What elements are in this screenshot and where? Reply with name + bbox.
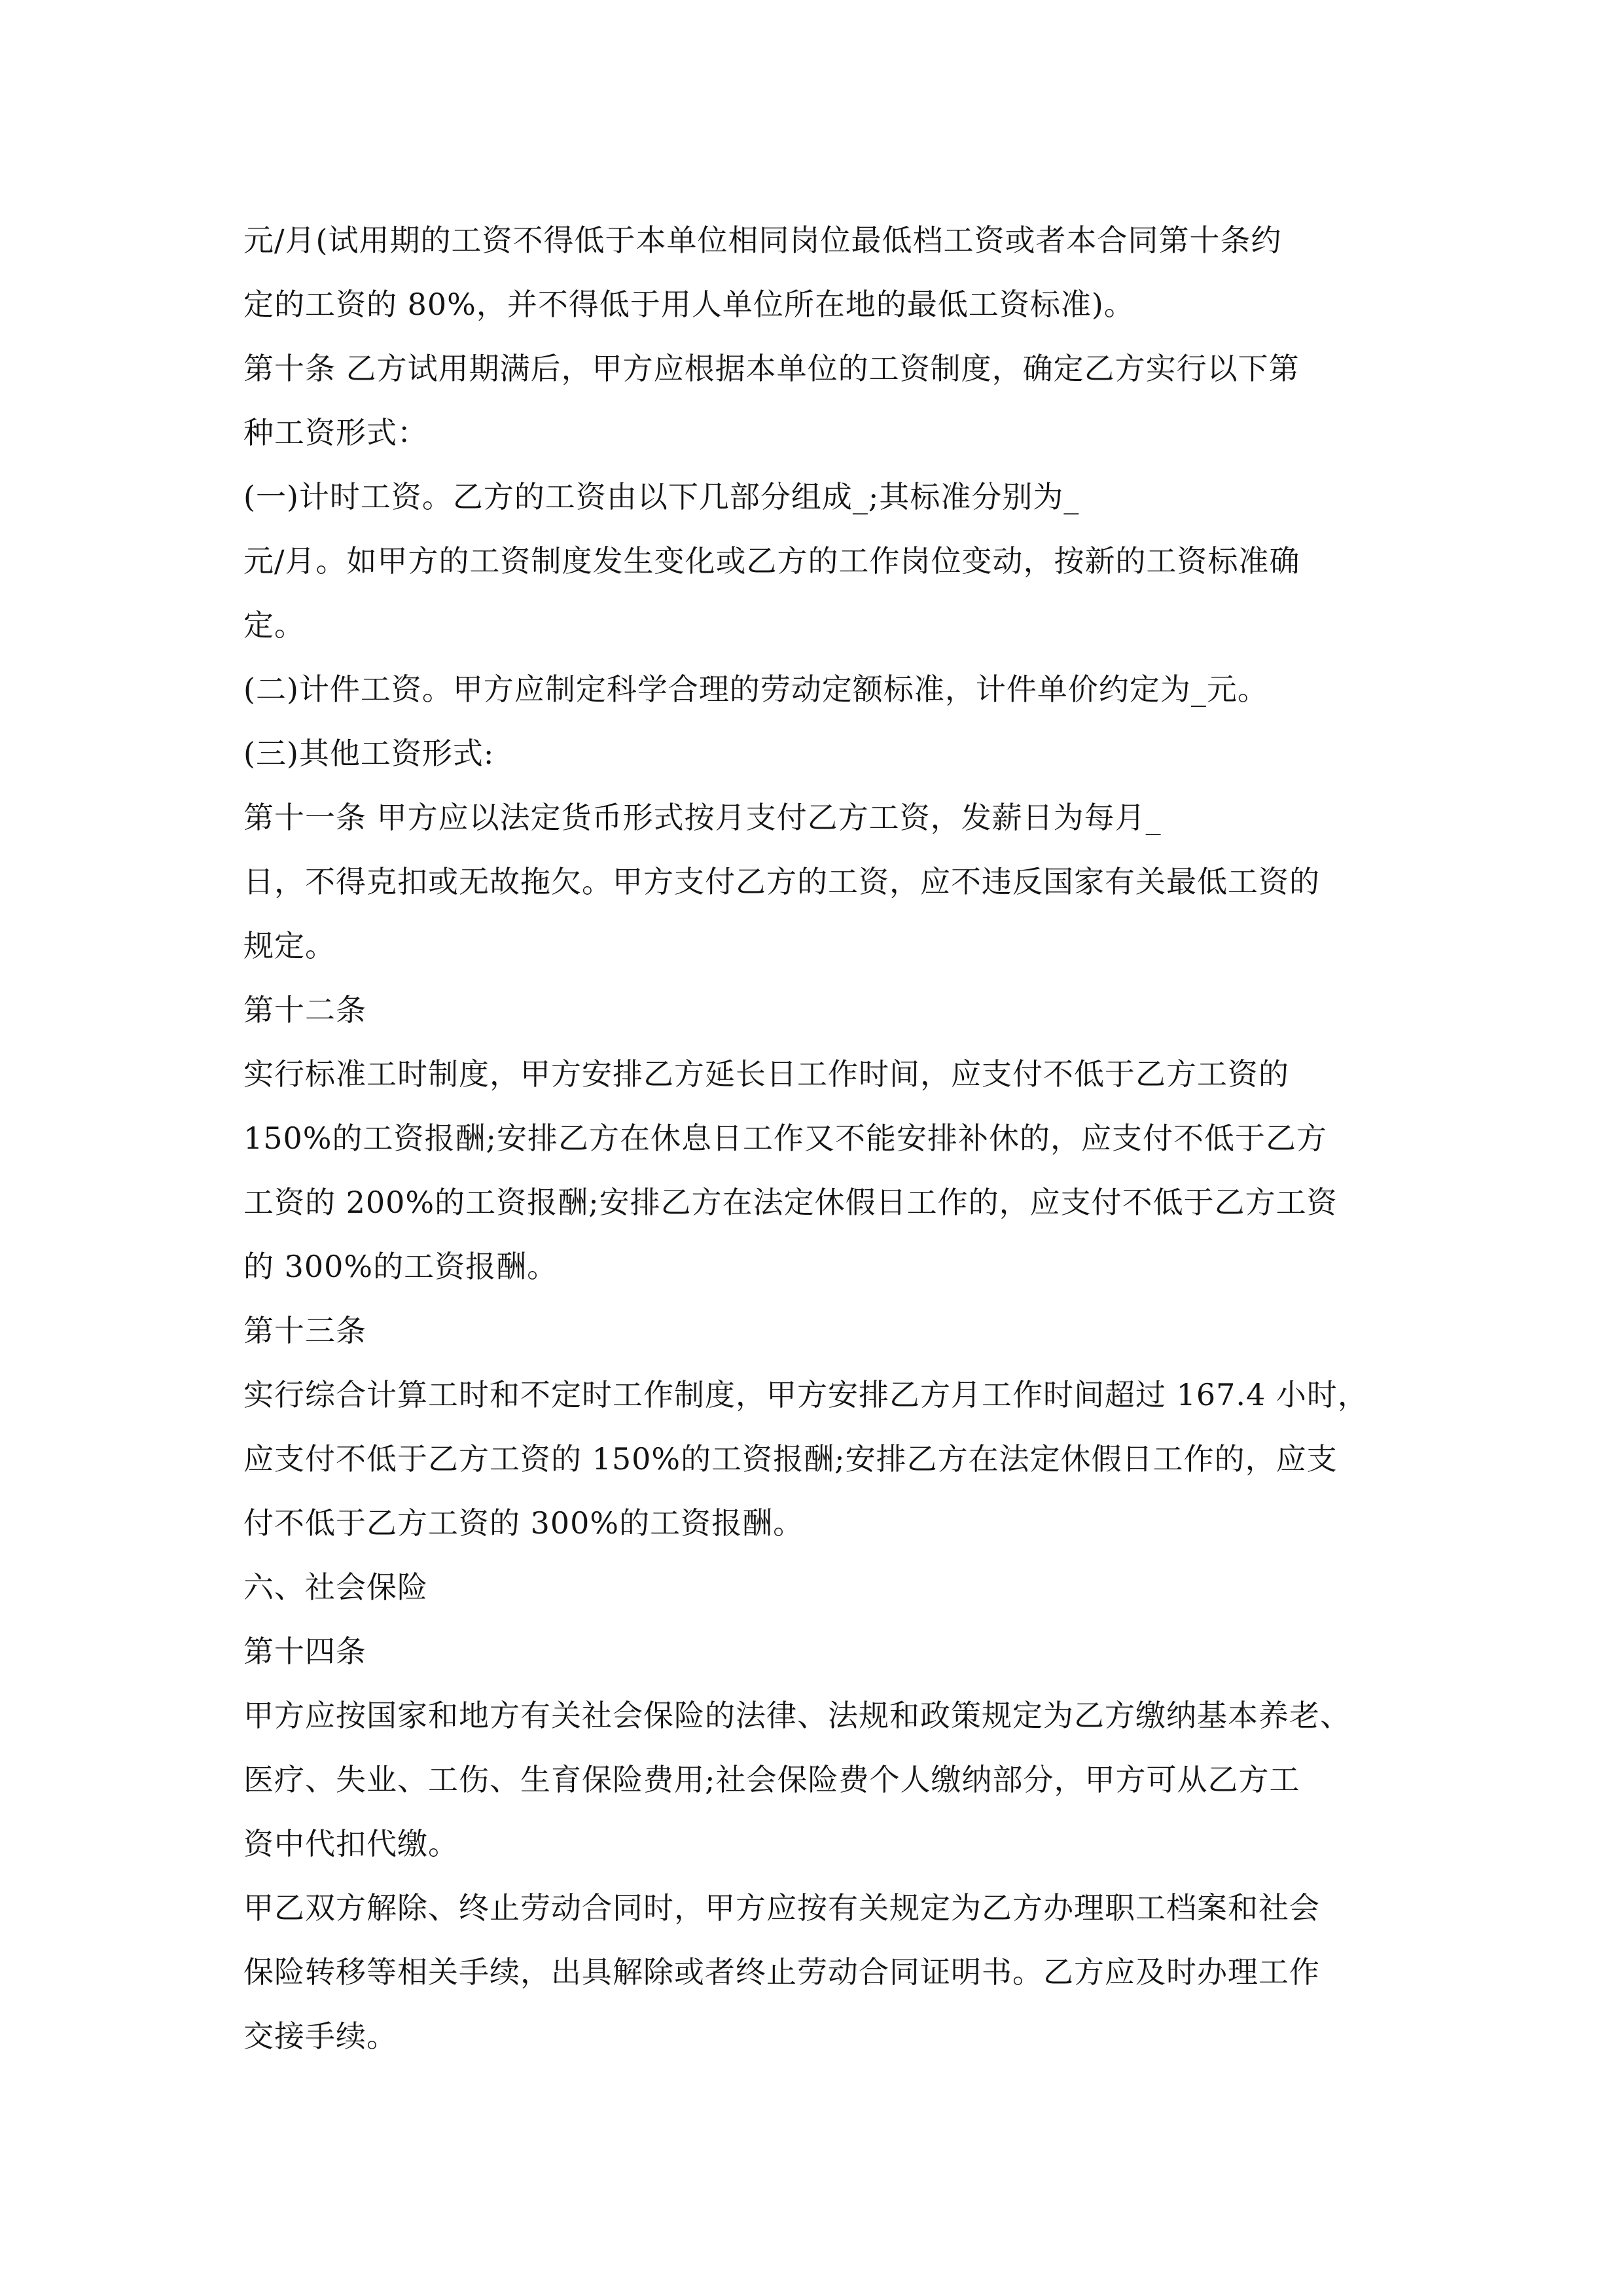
contract-text bbox=[243, 208, 1395, 2068]
wage-form-1: (一)计时工资。乙方的工资由以下几部分组成_;其标准分别为_ bbox=[243, 479, 1080, 514]
text-line: 定。 bbox=[243, 607, 305, 643]
wage-form-3: (三)其他工资形式: bbox=[243, 736, 495, 771]
text-line: 甲乙双方解除、终止劳动合同时，甲方应按有关规定为乙方办理职工档案和社会 bbox=[243, 1890, 1320, 1926]
text-line: 规定。 bbox=[243, 928, 336, 963]
wage-form-2: (二)计件工资。甲方应制定科学合理的劳动定额标准，计件单价约定为_元。 bbox=[243, 672, 1268, 707]
clause-10-heading: 第十条 乙方试用期满后，甲方应根据本单位的工资制度，确定乙方实行以下第 bbox=[243, 351, 1300, 386]
text-line: 工资的 200%的工资报酬;安排乙方在法定休假日工作的，应支付不低于乙方工资 bbox=[243, 1185, 1338, 1220]
clause-14-heading: 第十四条 bbox=[243, 1634, 366, 1669]
text-line: 医疗、失业、工伤、生育保险费用;社会保险费个人缴纳部分，甲方可从乙方工 bbox=[243, 1762, 1300, 1797]
text-line: 实行综合计算工时和不定时工作制度，甲方安排乙方月工作时间超过 167.4 小时， bbox=[243, 1377, 1368, 1412]
text-line: 付不低于乙方工资的 300%的工资报酬。 bbox=[243, 1505, 804, 1541]
clause-11-heading: 第十一条 甲方应以法定货币形式按月支付乙方工资，发薪日为每月_ bbox=[243, 800, 1162, 835]
clause-12-heading: 第十二条 bbox=[243, 992, 366, 1028]
text-line: 应支付不低于乙方工资的 150%的工资报酬;安排乙方在法定休假日工作的，应支 bbox=[243, 1441, 1338, 1477]
text-line: 元/月。如甲方的工资制度发生变化或乙方的工作岗位变动，按新的工资标准确 bbox=[243, 543, 1300, 579]
text-line: 种工资形式： bbox=[243, 415, 428, 450]
text-line: 定的工资的 80%，并不得低于用人单位所在地的最低工资标准)。 bbox=[243, 287, 1135, 322]
text-line: 日，不得克扣或无故拖欠。甲方支付乙方的工资，应不违反国家有关最低工资的 bbox=[243, 864, 1320, 899]
text-line: 的 300%的工资报酬。 bbox=[243, 1249, 558, 1284]
section-6-heading: 六、社会保险 bbox=[243, 1570, 428, 1605]
text-line: 资中代扣代缴。 bbox=[243, 1826, 459, 1861]
clause-13-heading: 第十三条 bbox=[243, 1313, 366, 1348]
text-line: 150%的工资报酬;安排乙方在休息日工作又不能安排补休的，应支付不低于乙方 bbox=[243, 1121, 1328, 1156]
text-line: 甲方应按国家和地方有关社会保险的法律、法规和政策规定为乙方缴纳基本养老、 bbox=[243, 1698, 1351, 1733]
text-line: 元/月(试用期的工资不得低于本单位相同岗位最低档工资或者本合同第十条约 bbox=[243, 223, 1282, 258]
text-line: 实行标准工时制度，甲方安排乙方延长日工作时间，应支付不低于乙方工资的 bbox=[243, 1056, 1289, 1092]
text-line: 保险转移等相关手续，出具解除或者终止劳动合同证明书。乙方应及时办理工作 bbox=[243, 1954, 1320, 1990]
text-line: 交接手续。 bbox=[243, 2018, 397, 2054]
